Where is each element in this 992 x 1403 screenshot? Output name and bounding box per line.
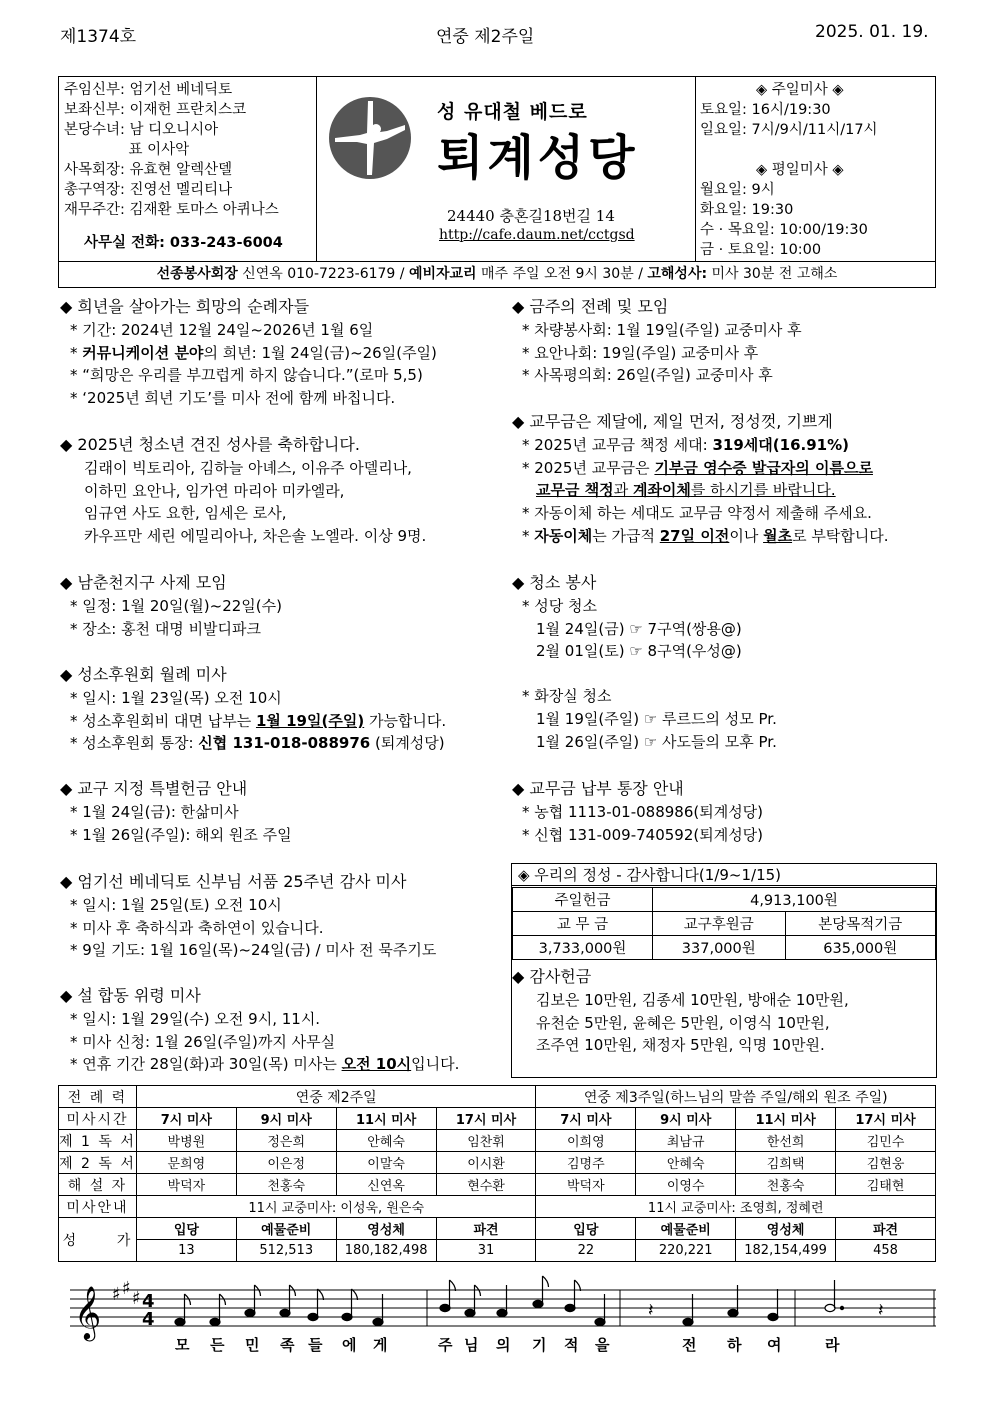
issue-number: 제1374호	[60, 27, 137, 47]
reader-name: 이희영	[536, 1130, 636, 1152]
lyric: 민	[245, 1336, 260, 1354]
hymn-number: 31	[436, 1240, 536, 1262]
staff-line: 주임신부: 엄기선 베네딕토	[64, 82, 233, 98]
bullet-line: * 일정: 1월 20일(월)~22일(수)	[70, 596, 282, 615]
section-title: ◆ 성소후원회 월례 미사	[60, 665, 227, 684]
time-sig-bottom: 4	[142, 1309, 155, 1330]
bullet-line: * 자동이체 하는 세대도 교무금 약정서 제출해 주세요.	[522, 504, 872, 523]
row-label: 성 가	[59, 1218, 137, 1262]
bullet-line: * 커뮤니케이션 분야의 희년: 1월 24일(금)~26일(주일)	[70, 343, 437, 362]
staff-line: 사목회장: 유효현 알렉산델	[64, 162, 233, 178]
time-sig-top: 4	[142, 1291, 155, 1312]
week1-title: 연중 제2주일	[136, 1086, 535, 1108]
offering-title: ◈ 우리의 정성 - 감사합니다(1/9~1/15)	[512, 864, 936, 886]
diocese-support-label: 교구후원금	[653, 912, 786, 936]
crucifix-logo-icon	[327, 95, 413, 181]
section-anniversary-mass	[60, 871, 436, 962]
hymn-number: 182,154,499	[736, 1240, 836, 1262]
bullet-line: * 9일 기도: 1월 16일(목)~24일(금) / 미사 전 묵주기도	[70, 941, 437, 960]
section-title: ◆ 금주의 전례 및 모임	[512, 297, 669, 316]
lyric: 님	[464, 1336, 479, 1354]
hymn-header: 파견	[836, 1218, 936, 1240]
funeral-label: 선종봉사회장	[156, 266, 238, 282]
church-title-block	[317, 77, 695, 261]
lyric: 전	[682, 1336, 697, 1354]
bullet-line: * 신협 131-009-740592(퇴계성당)	[522, 825, 764, 844]
bullet-line: * 성당 청소	[522, 596, 597, 615]
staff-list	[59, 77, 317, 261]
thanks-line: 김보은 10만원, 김종세 10만원, 방애순 10만원,	[536, 990, 849, 1009]
mass-time: 7시 미사	[136, 1108, 236, 1130]
thanks-offering	[512, 960, 936, 1057]
mass-line: 일요일: 7시/9시/11시/17시	[700, 122, 878, 138]
week2-title: 연중 제3주일(하느님의 말씀 주일/해외 원조 주일)	[536, 1086, 936, 1108]
bullet-line: * 2025년 교무금은 기부금 영수증 발급자의 이름으로	[522, 458, 873, 477]
lyrics	[175, 1336, 840, 1354]
section-title: ◆ 남춘천지구 사제 모임	[60, 573, 227, 592]
commentator-name: 이영수	[636, 1174, 736, 1196]
header-box	[58, 76, 936, 262]
bullet-line: * 농협 1113-01-088986(퇴계성당)	[522, 802, 764, 821]
lyric: 여	[767, 1336, 782, 1354]
name-line: 김래이 빅토리아, 김하늘 아녜스, 이유주 아델리나,	[84, 458, 412, 477]
section-title: ◆ 엄기선 베네딕토 신부님 서품 25주년 감사 미사	[60, 872, 407, 891]
mass-time: 17시 미사	[436, 1108, 536, 1130]
reader-name: 김명주	[536, 1152, 636, 1174]
mass-times	[695, 77, 937, 261]
name-line: 카우프만 세린 에밀리아나, 차은솔 노엘라. 이상 9명.	[84, 527, 427, 546]
sunday-mass-title: ◈ 주일미사 ◈	[756, 82, 844, 98]
music-staff	[60, 1270, 936, 1380]
staff-line: 본당수녀: 남 디오니시아	[64, 122, 219, 138]
commentator-name: 김태현	[836, 1174, 936, 1196]
hymn-header: 입당	[536, 1218, 636, 1240]
section-jubilee	[60, 296, 437, 410]
funeral-text: 신연옥 010-7223-6179 /	[237, 266, 409, 282]
lyric: 주	[438, 1336, 453, 1354]
section-weekly-meetings	[512, 296, 802, 387]
staff-line: 총구역장: 진영선 멜리티나	[64, 182, 233, 198]
bullet-line: * 1월 26일(주일): 해외 원조 주일	[70, 825, 292, 844]
section-bank-accounts	[512, 778, 763, 846]
section-title: ◆ 2025년 청소년 견진 성사를 축하합니다.	[60, 435, 360, 454]
bullet-line: * 기간: 2024년 12월 24일~2026년 1월 6일	[70, 320, 374, 339]
bullet-line: * ‘2025년 희년 기도’를 미사 전에 함께 바칩니다.	[70, 389, 396, 408]
bullet-line: * 자동이체는 가급적 27일 이전이나 월초로 부탁합니다.	[522, 526, 889, 545]
row-label: 해 설 자	[59, 1174, 137, 1196]
sharp-icon: ♯	[122, 1278, 131, 1299]
commentator-name: 박덕자	[536, 1174, 636, 1196]
notes	[175, 1276, 844, 1326]
weekday-mass-title: ◈ 평일미사 ◈	[756, 162, 844, 178]
section-vocation-mass	[60, 664, 446, 755]
hymn-header: 예물준비	[236, 1218, 336, 1240]
mass-time: 9시 미사	[236, 1108, 336, 1130]
section-title: ◆ 교무금은 제달에, 제일 먼저, 정성껏, 기쁘게	[512, 412, 833, 431]
section-title: ◆ 교무금 납부 통장 안내	[512, 779, 684, 798]
schedule-line: 1월 19일(주일) ☞ 루르드의 성모 Pr.	[536, 709, 777, 728]
staff-line: 표 이사악	[64, 142, 190, 158]
reader-name: 한선희	[736, 1130, 836, 1152]
hymn-number: 180,182,498	[336, 1240, 436, 1262]
bullet-line: * 일시: 1월 29일(수) 오전 9시, 11시.	[70, 1009, 321, 1028]
bullet-line: * 차량봉사회: 1월 19일(주일) 교중미사 후	[522, 320, 802, 339]
dues-label: 교 무 금	[513, 912, 653, 936]
mass-line: 수 · 목요일: 10:00/19:30	[700, 222, 868, 238]
church-subtitle: 성 유대철 베드로	[437, 101, 588, 123]
hymn-header: 파견	[436, 1218, 536, 1240]
section-title: ◆ 청소 봉사	[512, 573, 597, 592]
bullet-line: * 사목평의회: 26일(주일) 교중미사 후	[522, 366, 773, 385]
service-info-bar	[58, 262, 936, 288]
bullet-line: * 장소: 홍천 대명 비발디파크	[70, 619, 262, 638]
reader-name: 임찬휘	[436, 1130, 536, 1152]
section-title: ◆ 감사헌금	[512, 967, 592, 986]
section-title: ◆ 설 합동 위령 미사	[60, 986, 201, 1005]
bullet-line: * 2025년 교무금 책정 세대: 319세대(16.91%)	[522, 435, 849, 454]
mass-line: 금 · 토요일: 10:00	[700, 242, 822, 258]
section-title: ◆ 교구 지정 특별헌금 안내	[60, 779, 248, 798]
office-phone: 사무실 전화: 033-243-6004	[84, 235, 283, 251]
reader-name: 문희영	[136, 1152, 236, 1174]
reader-name: 최남규	[636, 1130, 736, 1152]
section-church-dues	[512, 411, 889, 548]
lyric: 을	[595, 1336, 610, 1354]
diocese-support-value: 337,000원	[653, 936, 786, 960]
dues-value: 3,733,000원	[513, 936, 653, 960]
row-label: 전 례 력	[59, 1086, 137, 1108]
catechism-label: 예비자교리	[408, 266, 477, 282]
name-line: 이하민 요안나, 임가연 마리아 미카엘라,	[84, 481, 345, 500]
schedule-line: 1월 26일(주일) ☞ 사도들의 모후 Pr.	[536, 732, 777, 751]
reader-name: 안혜숙	[336, 1130, 436, 1152]
lyric: 족	[280, 1336, 295, 1354]
rest-icon: 𝄽	[878, 1300, 884, 1321]
lyric: 모	[175, 1336, 190, 1354]
hymn-number: 458	[836, 1240, 936, 1262]
staff-line: 보좌신부: 이재헌 프란치스코	[64, 102, 247, 118]
mass-time: 17시 미사	[836, 1108, 936, 1130]
sunday-offering-value: 4,913,100원	[653, 888, 936, 912]
commentator-name: 박덕자	[136, 1174, 236, 1196]
reader-name: 박병원	[136, 1130, 236, 1152]
lyric: 의	[496, 1336, 511, 1354]
hymn-number: 512,513	[236, 1240, 336, 1262]
bullet-line: * 연휴 기간 28일(화)과 30일(목) 미사는 오전 10시입니다.	[70, 1055, 460, 1074]
reader-name: 정은희	[236, 1130, 336, 1152]
hymn-header: 영성체	[736, 1218, 836, 1240]
commentator-name: 천홍숙	[736, 1174, 836, 1196]
section-memorial-mass	[60, 985, 459, 1076]
bullet-line: * 미사 후 축하식과 축하연이 있습니다.	[70, 918, 324, 937]
bullet-line: * 미사 신청: 1월 26일(주일)까지 사무실	[70, 1032, 336, 1051]
bullet-line: * 일시: 1월 23일(목) 오전 10시	[70, 688, 282, 707]
reader-name: 김현웅	[836, 1152, 936, 1174]
commentator-name: 천홍숙	[236, 1174, 336, 1196]
row-label: 미사안내	[59, 1196, 137, 1218]
parish-fund-value: 635,000원	[785, 936, 935, 960]
liturgy-schedule-table	[58, 1085, 936, 1262]
sharp-icon: ♯	[112, 1284, 121, 1305]
mass-time: 7시 미사	[536, 1108, 636, 1130]
section-priest-meeting	[60, 572, 282, 640]
bullet-line: 교무금 책정과 계좌이체를 하시기를 바랍니다.	[536, 481, 836, 500]
staff-line: 재무주간: 김재환 토마스 아퀴나스	[64, 202, 279, 218]
bullet-line: * 성소후원회 통장: 신협 131-018-088976 (퇴계성당)	[70, 734, 445, 753]
reader-name: 안혜숙	[636, 1152, 736, 1174]
schedule-line: 2월 01일(토) ☞ 8구역(우성@)	[536, 642, 742, 661]
commentator-name: 현수환	[436, 1174, 536, 1196]
lyric: 적	[564, 1336, 579, 1354]
treble-clef-icon: 𝄞	[74, 1285, 102, 1339]
mass-guide: 11시 교중미사: 이성욱, 원은숙	[136, 1196, 535, 1218]
lyric: 에	[342, 1336, 357, 1354]
bullet-line: * 화장실 청소	[522, 687, 612, 706]
row-label: 미사시간	[59, 1108, 137, 1130]
reader-name: 이은정	[236, 1152, 336, 1174]
mass-guide: 11시 교중미사: 조영희, 정혜련	[536, 1196, 936, 1218]
confession-label: 고해성사:	[647, 266, 708, 282]
bullet-line: * “희망은 우리를 부끄럽게 하지 않습니다.”(로마 5,5)	[70, 366, 423, 385]
thanks-line: 조주연 10만원, 채정자 5만원, 익명 10만원.	[536, 1036, 825, 1055]
row-label: 제 2 독 서	[59, 1152, 137, 1174]
reader-name: 이시환	[436, 1152, 536, 1174]
lyric: 라	[825, 1336, 840, 1354]
hymn-number: 13	[136, 1240, 236, 1262]
issue-date: 2025. 01. 19.	[815, 22, 929, 42]
section-title: ◆ 희년을 살아가는 희망의 순례자들	[60, 297, 310, 316]
hymn-number: 220,221	[636, 1240, 736, 1262]
church-name: 퇴계성당	[437, 130, 639, 186]
bullet-line: * 요안나회: 19일(주일) 교중미사 후	[522, 343, 759, 362]
lyric: 게	[373, 1336, 388, 1354]
offering-table	[512, 887, 936, 960]
mass-time: 11시 미사	[736, 1108, 836, 1130]
name-line: 임규연 사도 요한, 임세은 로사,	[84, 504, 287, 523]
reader-name: 김민수	[836, 1130, 936, 1152]
bullet-line: * 1월 24일(금): 한삶미사	[70, 802, 239, 821]
mass-line: 토요일: 16시/19:30	[700, 102, 831, 118]
reader-name: 이말숙	[336, 1152, 436, 1174]
section-cleaning	[512, 572, 777, 754]
reader-name: 김희택	[736, 1152, 836, 1174]
confession-text: 미사 30분 전 고해소	[707, 266, 838, 282]
rest-icon: 𝄽	[648, 1300, 654, 1321]
bullet-line: * 성소후원회비 대면 납부는 1월 19일(주일) 가능합니다.	[70, 711, 447, 730]
lyric: 기	[532, 1336, 547, 1354]
sharp-icon: ♯	[132, 1288, 141, 1309]
lyric: 하	[727, 1336, 742, 1354]
hymn-header: 입당	[136, 1218, 236, 1240]
sunday-offering-label: 주일헌금	[513, 888, 653, 912]
church-address: 24440 충혼길18번길 14	[447, 207, 615, 225]
offering-box	[511, 863, 937, 1078]
section-confirmation	[60, 434, 426, 548]
hymn-number: 22	[536, 1240, 636, 1262]
thanks-line: 유천순 5만원, 윤혜은 5만원, 이영식 10만원,	[536, 1013, 830, 1032]
hymn-header: 예물준비	[636, 1218, 736, 1240]
parish-fund-label: 본당목적기금	[785, 912, 935, 936]
mass-time: 11시 미사	[336, 1108, 436, 1130]
section-special-offering	[60, 778, 292, 846]
page-title: 연중 제2주일	[436, 27, 535, 47]
hymn-header: 영성체	[336, 1218, 436, 1240]
catechism-text: 매주 주일 오전 9시 30분 /	[476, 266, 648, 282]
cafe-link[interactable]: http://cafe.daum.net/cctgsd	[439, 227, 635, 243]
bullet-line: * 일시: 1월 25일(토) 오전 10시	[70, 895, 282, 914]
lyric: 들	[308, 1336, 323, 1354]
mass-line: 월요일: 9시	[700, 182, 775, 198]
row-label: 제 1 독 서	[59, 1130, 137, 1152]
lyric: 든	[210, 1336, 225, 1354]
commentator-name: 신연옥	[336, 1174, 436, 1196]
mass-line: 화요일: 19:30	[700, 202, 794, 218]
mass-time: 9시 미사	[636, 1108, 736, 1130]
schedule-line: 1월 24일(금) ☞ 7구역(쌍용@)	[536, 619, 742, 638]
